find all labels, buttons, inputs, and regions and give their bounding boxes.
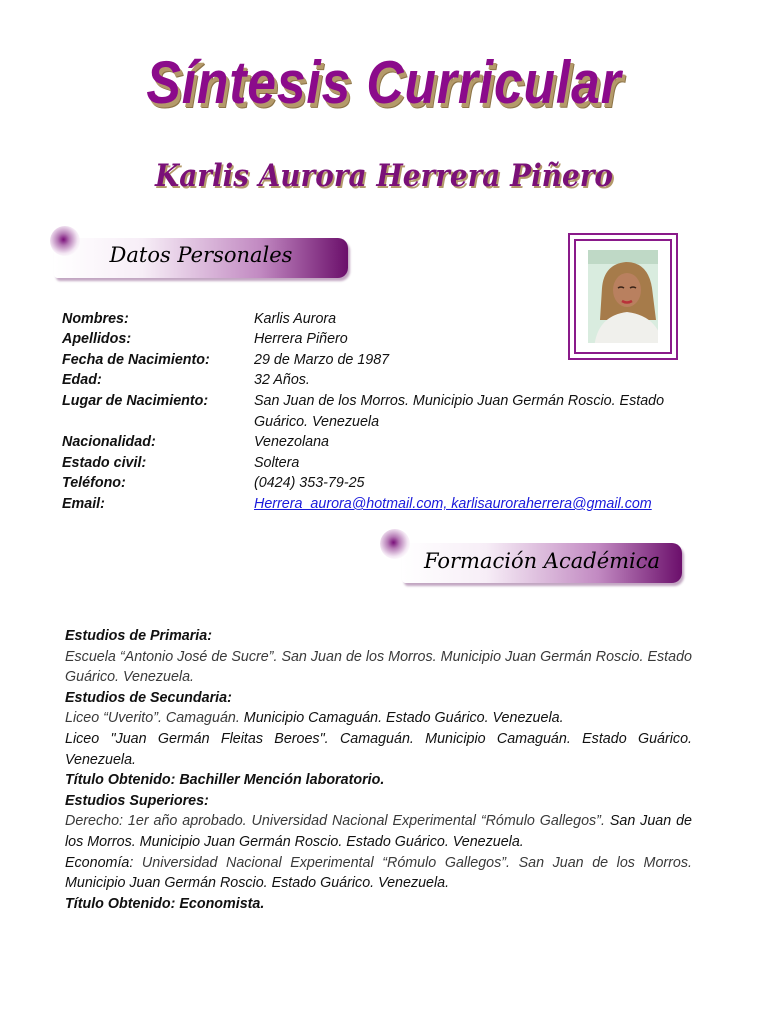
bullet-ornament-icon xyxy=(380,529,410,559)
higher-economics-label: Economía: xyxy=(65,854,134,871)
value-birthdate: 29 de Marzo de 1987 xyxy=(254,352,390,368)
section-title-academic: Formación Académica xyxy=(423,549,661,573)
higher-law: Derecho: 1er año aprobado. Universidad Nacional Experimental “Rómulo Gallegos”. xyxy=(65,813,605,830)
primary-heading: Estudios de Primaria: xyxy=(65,628,212,644)
value-civil-status: Soltera xyxy=(254,455,300,471)
education-section xyxy=(65,626,692,914)
higher-economics: Universidad Nacional Experimental “Rómulo Gallegos”. San Juan de los Morros. xyxy=(133,854,692,871)
value-birthplace: San Juan de los Morros. Municipio Juan Germán Roscio. Estado Guárico. Venezuela xyxy=(254,393,665,430)
value-surnames: Herrera Piñero xyxy=(254,331,348,347)
higher-heading: Estudios Superiores: xyxy=(65,792,209,809)
value-names: Karlis Aurora xyxy=(254,311,337,327)
label-surnames: Apellidos: xyxy=(62,331,132,347)
label-age: Edad: xyxy=(62,372,102,388)
label-email: Email: xyxy=(62,496,105,512)
higher-degree: Título Obtenido: Economista. xyxy=(65,895,265,912)
section-title-personal: Datos Personales xyxy=(109,243,293,267)
label-civil-status: Estado civil: xyxy=(62,455,147,471)
label-names: Nombres: xyxy=(62,311,129,327)
value-nationality: Venezolana xyxy=(254,434,329,450)
label-birthdate: Fecha de Nacimiento: xyxy=(62,352,210,368)
label-phone: Teléfono: xyxy=(62,475,126,491)
secondary-school-1: Liceo “Uverito”. Camaguán. xyxy=(65,710,240,727)
secondary-degree: Título Obtenido: Bachiller Mención laboratorio. xyxy=(65,772,385,789)
higher-law-location: San Juan de los Morros. Municipio Juan Germán Roscio. Estado Guárico. Venezuela. xyxy=(65,813,692,850)
primary-text: Escuela “Antonio José de Sucre”. San Juan de los Morros. Municipio Juan Germán Roscio. Estado Guárico. Venezuela. xyxy=(65,648,692,686)
label-nationality: Nacionalidad: xyxy=(62,434,156,450)
higher-economics-location: Municipio Juan Germán Roscio. Estado Guárico. Venezuela. xyxy=(65,875,450,892)
section-banner-personal xyxy=(54,238,348,278)
value-age: 32 Años. xyxy=(254,372,310,388)
bullet-ornament-icon xyxy=(50,226,80,256)
secondary-school-2: Liceo "Juan Germán Fleitas Beroes". Camaguán. Municipio Camaguán. Estado Guárico. Venezuela. xyxy=(65,730,692,768)
value-phone: (0424) 353-79-25 xyxy=(254,475,365,491)
label-birthplace: Lugar de Nacimiento: xyxy=(62,393,209,409)
secondary-heading: Estudios de Secundaria: xyxy=(65,689,232,706)
secondary-school-1-location: Municipio Camaguán. Estado Guárico. Venezuela. xyxy=(239,710,564,727)
email-link[interactable]: Herrera_aurora@hotmail.com, karlisauroraherrera@gmail.com xyxy=(254,496,652,512)
candidate-name: Karlis Aurora Herrera Piñero xyxy=(154,158,614,194)
main-title: Síntesis Curricular xyxy=(146,49,622,116)
section-banner-academic xyxy=(402,543,682,583)
